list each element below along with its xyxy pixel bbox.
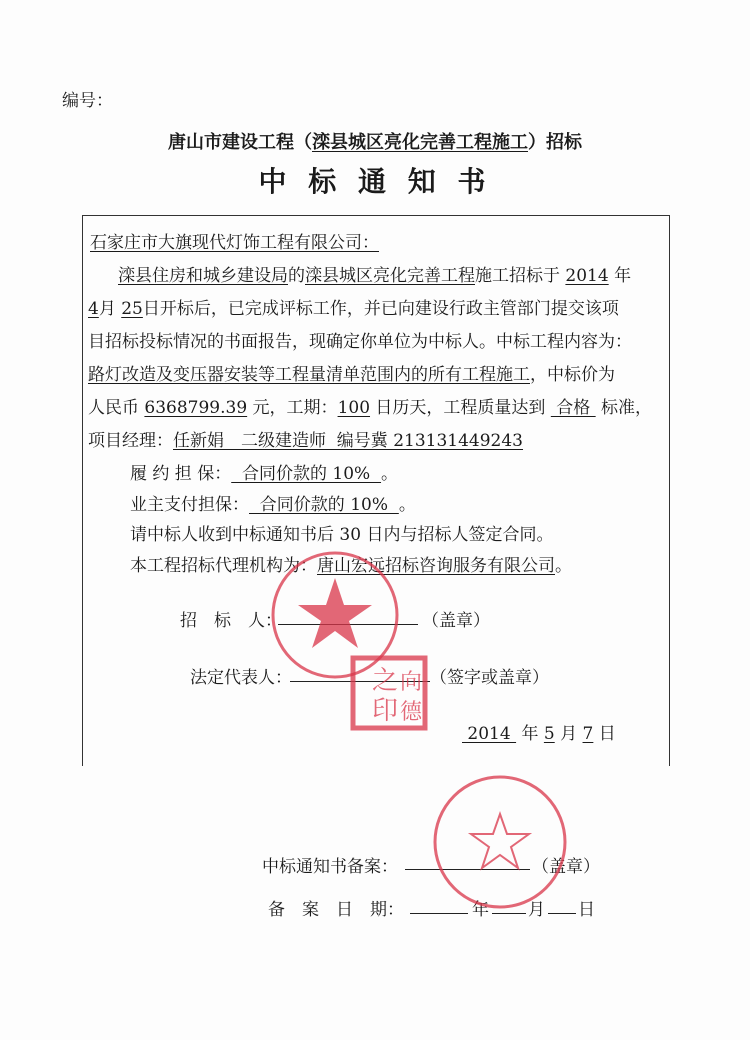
bid-price: 6368799.39 bbox=[144, 398, 248, 418]
filing-label: 中标通知书备案： bbox=[262, 857, 398, 877]
title-suffix: ）招标 bbox=[528, 132, 582, 153]
text: 。 bbox=[381, 464, 399, 484]
filing-note: （盖章） bbox=[532, 857, 600, 877]
filing-month-line bbox=[492, 913, 526, 914]
recipient: 石家庄市大旗现代灯饰工程有限公司： bbox=[90, 233, 379, 253]
text: 元，工期： bbox=[247, 398, 338, 418]
text: ，中标价为 bbox=[530, 365, 615, 385]
title-line1 bbox=[0, 128, 750, 154]
open-day: 25 bbox=[121, 299, 143, 319]
text: 日 bbox=[593, 724, 616, 744]
employer: 滦县住房和城乡建设局 bbox=[118, 266, 288, 286]
body-line2 bbox=[88, 294, 619, 319]
value: 合同价款的 10% bbox=[249, 495, 399, 515]
label: 业主支付担保： bbox=[130, 495, 249, 515]
label: 履 约 担 保： bbox=[130, 464, 232, 484]
quality: 合格 bbox=[550, 398, 596, 418]
performance-guarantee bbox=[130, 459, 398, 484]
text: 的 bbox=[288, 266, 305, 286]
month: 5 bbox=[543, 724, 555, 744]
star-icon bbox=[298, 578, 372, 648]
body-line4 bbox=[88, 360, 615, 385]
tenderer-note: （盖章） bbox=[422, 611, 490, 631]
filing-seal bbox=[430, 772, 570, 912]
year: 2014 bbox=[462, 724, 517, 744]
title-project: 滦县城区亮化完善工程施工 bbox=[312, 132, 528, 153]
issue-date bbox=[462, 719, 616, 744]
text: 年 bbox=[516, 724, 544, 744]
star-icon bbox=[471, 814, 529, 868]
project-manager: 任新娟 二级建造师 编号冀 213131449243 bbox=[173, 431, 524, 451]
filing-day-label: 日 bbox=[578, 900, 595, 920]
title-prefix: 唐山市建设工程（ bbox=[168, 132, 312, 153]
filing-date-label: 备 案 日 期： bbox=[268, 900, 404, 920]
svg-text:向: 向 bbox=[400, 670, 423, 695]
legal-rep-label: 法定代表人： bbox=[190, 668, 292, 688]
body-line1 bbox=[118, 261, 631, 286]
value: 合同价款的 10% bbox=[231, 464, 382, 484]
owner-payment-guarantee bbox=[130, 490, 416, 515]
text: 标准， bbox=[595, 398, 653, 418]
personal-seal bbox=[350, 655, 428, 731]
text: 。 bbox=[555, 556, 572, 576]
svg-text:德: 德 bbox=[400, 700, 423, 725]
project-name: 滦县城区亮化完善工程 bbox=[305, 266, 475, 286]
text: 日开标后，已完成评标工作，并已向建设行政主管部门提交该项 bbox=[142, 299, 619, 319]
body-line3: 目招标投标情况的书面报告，现确定你单位为中标人。中标工程内容为： bbox=[88, 332, 632, 352]
tenderer-label: 招 标 人： bbox=[180, 611, 282, 631]
contract-note: 请中标人收到中标通知书后 30 日内与招标人签定合同。 bbox=[130, 525, 554, 545]
body-line6 bbox=[88, 426, 523, 451]
text: 人民币 bbox=[88, 398, 145, 418]
day: 7 bbox=[582, 724, 594, 744]
body-line5 bbox=[88, 393, 652, 418]
filing-year-line bbox=[410, 913, 468, 914]
svg-text:之: 之 bbox=[372, 666, 399, 696]
open-month: 4 bbox=[88, 299, 99, 319]
text: 。 bbox=[398, 495, 416, 515]
legal-rep-note: （签字或盖章） bbox=[430, 668, 549, 688]
text: 项目经理： bbox=[88, 431, 173, 451]
agency-name: 唐山宏远招标咨询服务有限公司 bbox=[317, 556, 555, 576]
text: 月 bbox=[554, 724, 583, 744]
text: 月 bbox=[98, 299, 122, 319]
text: 日历天，工程质量达到 bbox=[370, 398, 551, 418]
page-title: 中 标 通 知 书 bbox=[258, 165, 492, 198]
filing-month-label: 月 bbox=[528, 900, 545, 920]
scope: 路灯改造及变压器安装等工程量清单范围内的所有工程施工 bbox=[88, 365, 530, 385]
svg-text:印: 印 bbox=[372, 696, 399, 726]
filing-day-line bbox=[548, 913, 576, 914]
text: 施工招标于 bbox=[475, 266, 566, 286]
open-year: 2014 bbox=[565, 266, 609, 286]
text: 年 bbox=[608, 266, 632, 286]
duration: 100 bbox=[337, 398, 371, 418]
filing-year-label: 年 bbox=[472, 900, 489, 920]
label: 本工程招标代理机构为： bbox=[130, 556, 317, 576]
doc-number-label: 编号： bbox=[62, 91, 113, 111]
